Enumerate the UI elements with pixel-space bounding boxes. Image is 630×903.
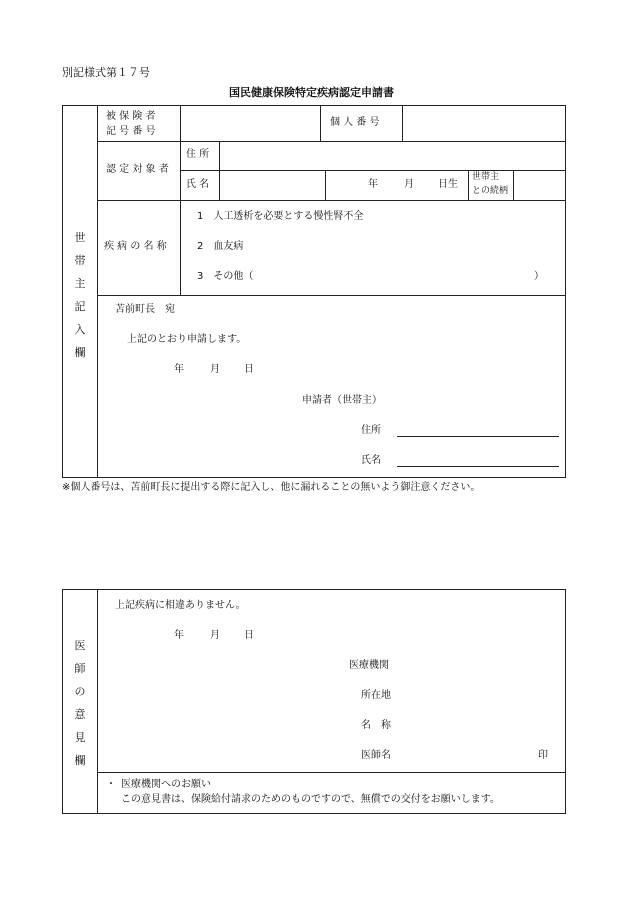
- target-address-field[interactable]: [221, 143, 564, 168]
- birth-year-label: 年: [368, 179, 378, 190]
- target-name-field[interactable]: [221, 172, 323, 198]
- disease-name-label: 疾 病 の 名 称: [104, 241, 167, 252]
- target-person-label: 認 定 対 象 者: [106, 164, 169, 175]
- doctor-name-label: 医師名: [361, 750, 391, 761]
- request-heading: 医療機関へのお願い: [121, 779, 211, 790]
- close-paren: ）: [534, 271, 544, 282]
- personal-number-label: 個 人 番 号: [330, 117, 380, 128]
- institution-name-label: 名 称: [361, 720, 391, 731]
- location-label: 所在地: [361, 690, 391, 701]
- insured-number-field[interactable]: [182, 107, 318, 139]
- birth-day-label: 日生: [438, 179, 458, 190]
- side-label-char: 世: [74, 231, 86, 244]
- address-label: 住 所: [186, 149, 210, 160]
- doctor-date-year: 年: [174, 630, 184, 641]
- side-label-char: の: [74, 685, 86, 698]
- request-text: 上記のとおり申請します。: [127, 334, 247, 345]
- relation-label-2: との続柄: [472, 186, 509, 196]
- form-title: 国民健康保険特定疾病認定申請書: [229, 86, 394, 99]
- relation-label: 世帯主: [472, 172, 500, 182]
- side-label-char: 見: [74, 731, 86, 744]
- addressee: 苫前町長 宛: [115, 304, 175, 315]
- request-bullet: ・: [106, 779, 116, 790]
- side-label-char: 帯: [74, 254, 86, 267]
- applicant-name-label: 氏名: [361, 455, 381, 466]
- seal-label: 印: [538, 750, 548, 761]
- relation-field[interactable]: [515, 172, 564, 198]
- side-label-char: 欄: [74, 346, 86, 359]
- side-label-char: 主: [74, 277, 86, 290]
- applicant-name-line[interactable]: [397, 466, 559, 467]
- request-body: この意見書は、保険給付請求のためのものですので、無償での交付をお願いします。: [121, 794, 500, 805]
- side-label-char: 入: [74, 323, 86, 336]
- date-year: 年: [174, 364, 184, 375]
- personal-number-field[interactable]: [404, 107, 564, 139]
- applicant-label: 申請者（世帯主）: [302, 395, 382, 406]
- personal-number-note: ※個人番号は、苫前町長に提出する際に記入し、他に漏れることの無いよう御注意ください。: [62, 482, 481, 493]
- confirm-text: 上記疾病に相違ありません。: [115, 600, 246, 611]
- doctor-date-month: 月: [210, 630, 220, 641]
- side-label-char: 記: [74, 300, 86, 313]
- disease-option-3[interactable]: 3 その他（: [197, 271, 254, 282]
- other-disease-field[interactable]: [260, 269, 532, 285]
- institution-label: 医療機関: [349, 660, 389, 671]
- birth-month-label: 月: [404, 179, 414, 190]
- insured-number-label-2: 記 号 番 号: [106, 126, 156, 137]
- applicant-address-label: 住所: [361, 425, 381, 436]
- disease-option-2[interactable]: 2 血友病: [197, 241, 244, 252]
- date-day: 日: [244, 364, 254, 375]
- side-label-char: 師: [74, 662, 86, 675]
- side-label-char: 欄: [74, 754, 86, 767]
- disease-option-1[interactable]: 1 人工透析を必要とする慢性腎不全: [197, 211, 364, 222]
- insured-number-label: 被 保 険 者: [106, 111, 156, 122]
- name-label: 氏 名: [186, 179, 210, 190]
- doctor-date-day: 日: [244, 630, 254, 641]
- side-label-char: 医: [74, 639, 86, 652]
- applicant-address-line[interactable]: [397, 436, 559, 437]
- date-month: 月: [210, 364, 220, 375]
- side-label-char: 意: [74, 708, 86, 721]
- form-number: 別記様式第１７号: [62, 66, 150, 79]
